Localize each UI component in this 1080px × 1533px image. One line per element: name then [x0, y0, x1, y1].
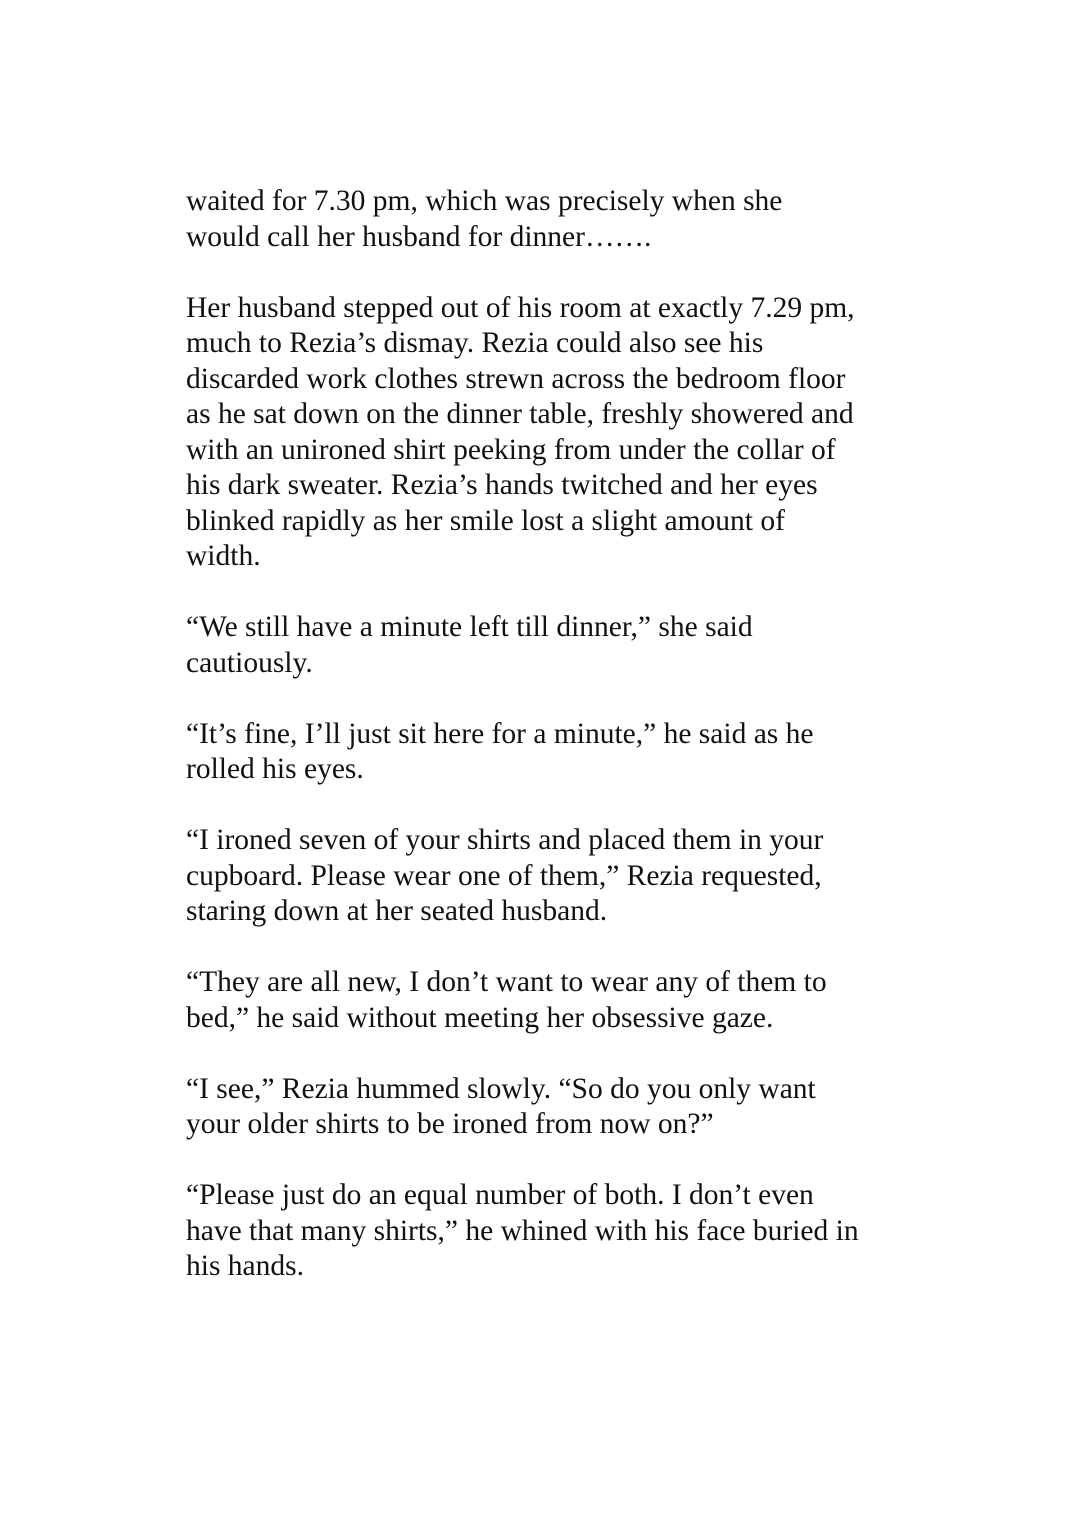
paragraph-7: [186, 1072, 906, 1143]
paragraph-8: [186, 1178, 906, 1285]
text-line: as he sat down on the dinner table, freshly showered and: [186, 398, 854, 430]
text-line: “They are all new, I don’t want to wear any of them to: [186, 966, 827, 998]
text-line: cautiously.: [186, 646, 313, 679]
text-line: “It’s fine, I’ll just sit here for a minute,” he said as he: [186, 717, 814, 750]
text-line: rolled his eyes.: [186, 753, 364, 785]
text-line: Her husband stepped out of his room at exactly 7.29 pm,: [186, 291, 855, 324]
text-line: his hands.: [186, 1250, 304, 1282]
text-line: width.: [186, 540, 261, 572]
paragraph-3: [186, 610, 906, 681]
text-line: bed,” he said without meeting her obsessive gaze.: [186, 1001, 774, 1034]
text-line: discarded work clothes strewn across the bedroom floor: [186, 362, 846, 395]
text-line: your older shirts to be ironed from now on?”: [186, 1108, 714, 1140]
paragraph-2: [186, 291, 906, 575]
text-line: “I ironed seven of your shirts and placed them in your: [186, 824, 824, 856]
paragraph-1: [186, 184, 906, 255]
text-line: staring down at her seated husband.: [186, 895, 608, 927]
text-line: blinked rapidly as her smile lost a slight amount of: [186, 504, 785, 537]
text-line: “We still have a minute left till dinner,” she said: [186, 611, 753, 643]
text-line: would call her husband for dinner…….: [186, 220, 652, 253]
text-line: waited for 7.30 pm, which was precisely when she: [186, 185, 783, 217]
text-line: have that many shirts,” he whined with his face buried in: [186, 1214, 859, 1247]
paragraph-6: [186, 965, 906, 1036]
paragraph-4: [186, 717, 906, 788]
text-line: with an unironed shirt peeking from under the collar of: [186, 433, 836, 466]
text-line: “I see,” Rezia hummed slowly. “So do you only want: [186, 1072, 816, 1105]
text-line: his dark sweater. Rezia’s hands twitched and her eyes: [186, 469, 818, 501]
text-line: “Please just do an equal number of both. I don’t even: [186, 1179, 814, 1211]
text-line: cupboard. Please wear one of them,” Rezia requested,: [186, 859, 822, 892]
paragraph-5: [186, 823, 906, 930]
text-line: much to Rezia’s dismay. Rezia could also see his: [186, 327, 764, 359]
body-text: [186, 184, 906, 1285]
